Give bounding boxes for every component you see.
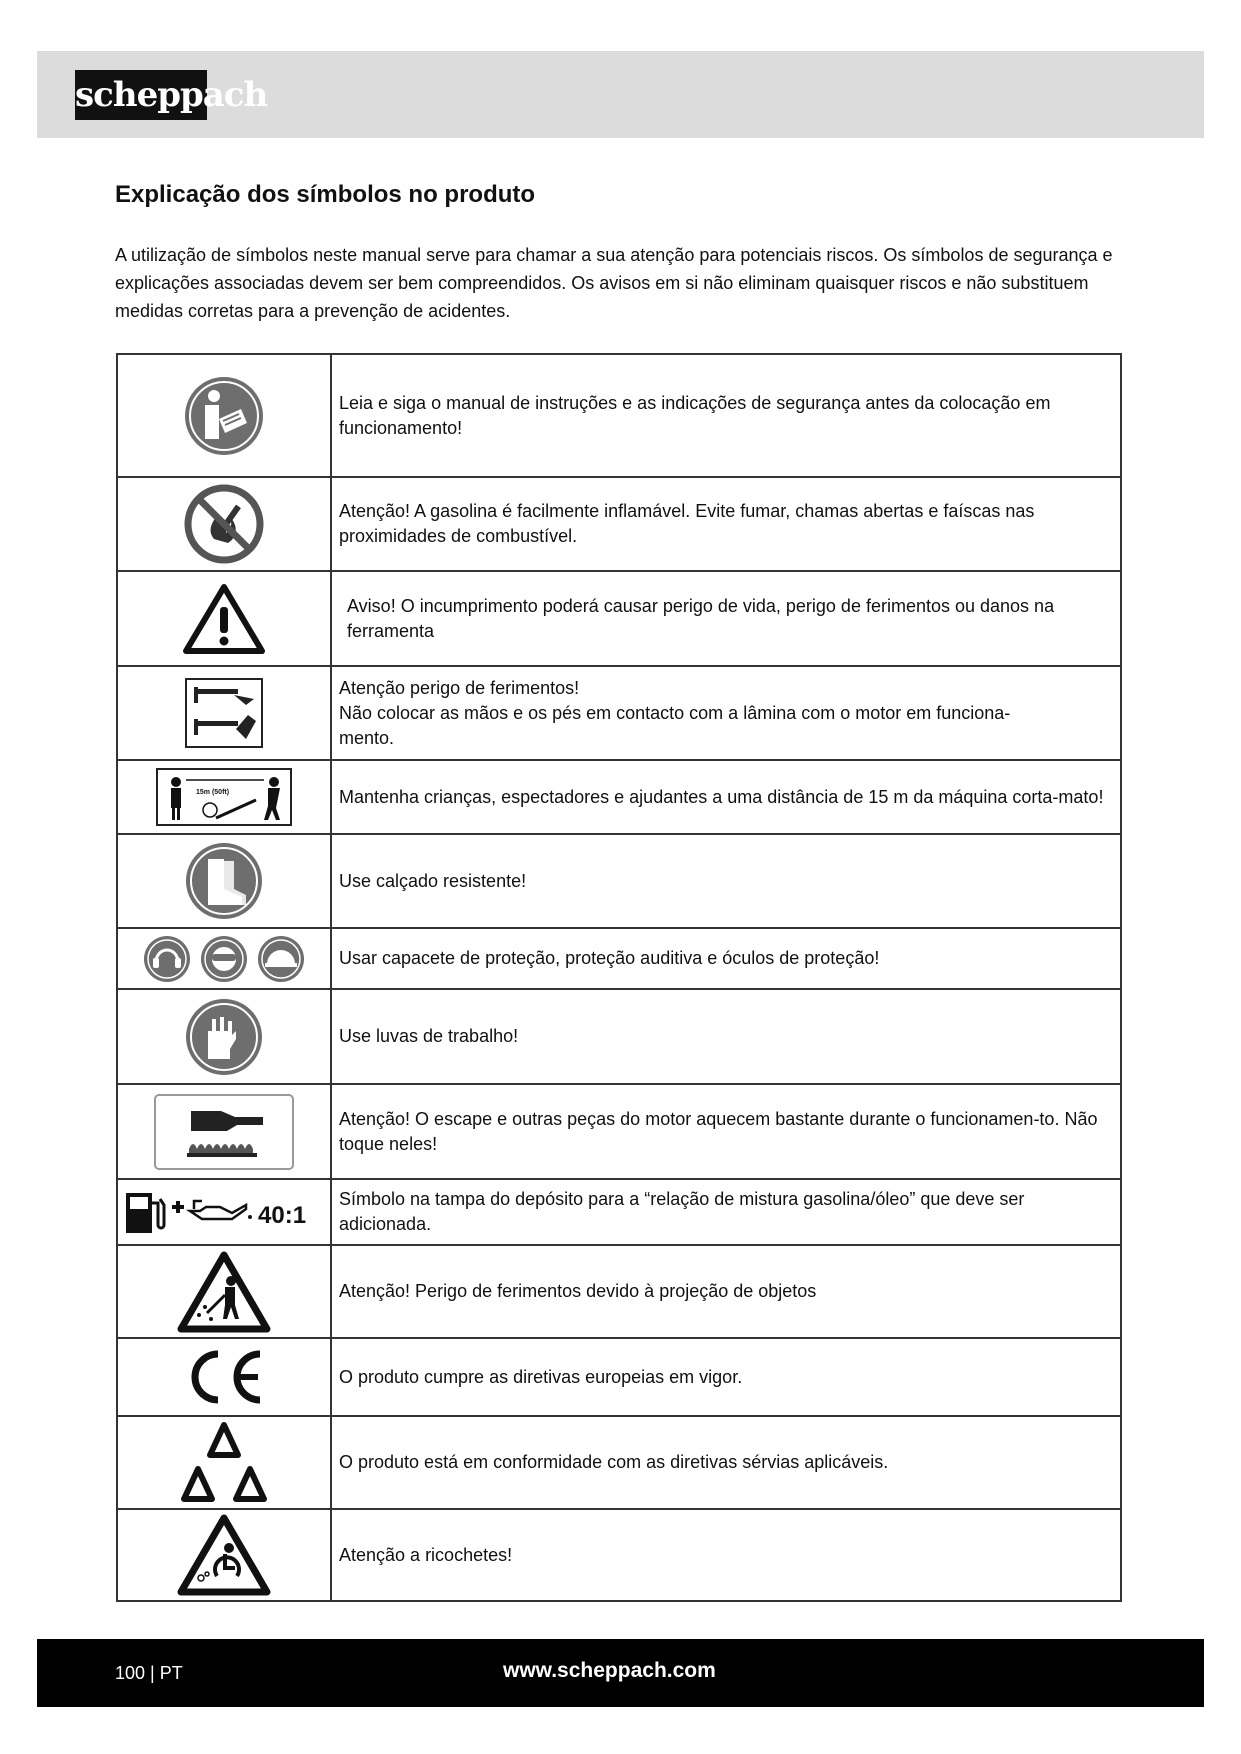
fuel-mix-icon	[118, 1180, 332, 1244]
page-header	[37, 51, 1204, 138]
ce-mark-icon	[118, 1339, 332, 1415]
table-row	[118, 1417, 1120, 1510]
row-text: Mantenha crianças, espectadores e ajudantes a uma distância de 15 m da máquina corta-mato!	[339, 786, 1104, 807]
table-row	[118, 1180, 1120, 1246]
row-text: Símbolo na tampa do depósito para a “relação de mistura gasolina/óleo” que deve ser adicionada.	[339, 1189, 1025, 1234]
table-row	[118, 1085, 1120, 1180]
distance-15m-icon	[118, 761, 332, 833]
row-text-line: Atenção perigo de ferimentos!	[339, 677, 580, 698]
row-text: Use luvas de trabalho!	[339, 1026, 519, 1046]
read-manual-icon	[118, 355, 332, 476]
table-row	[118, 572, 1120, 667]
table-row	[118, 835, 1120, 929]
distance-label: 15m (50ft)	[196, 789, 230, 796]
table-row	[118, 761, 1120, 835]
table-row	[118, 478, 1120, 572]
row-text: O produto está em conformidade com as diretivas sérvias aplicáveis.	[339, 1452, 889, 1472]
table-row	[118, 667, 1120, 761]
page-number: 100 | PT	[115, 1663, 183, 1683]
row-text: Aviso! O incumprimento poderá causar perigo de vida, perigo de ferimentos ou danos na ferramenta	[347, 595, 1055, 641]
website-link[interactable]: www.scheppach.com	[503, 1659, 716, 1682]
intro-paragraph: A utilização de símbolos neste manual serve para chamar a sua atenção para potenciais riscos. Os símbolos de segurança e explicações associadas devem ser bem compreendidos. Os avisos em si não eliminam quaisquer riscos e não substituem medidas corretas para a prevenção de acidentes.	[115, 245, 1113, 321]
safety-boots-icon	[118, 835, 332, 927]
gloves-icon	[118, 990, 332, 1083]
mix-ratio-label: 40:1	[258, 1202, 307, 1229]
row-text: Atenção a ricochetes!	[339, 1544, 513, 1565]
row-text: Usar capacete de proteção, proteção auditiva e óculos de proteção!	[339, 948, 880, 968]
table-row	[118, 1246, 1120, 1339]
table-row	[118, 355, 1120, 478]
row-text: O produto cumpre as diretivas europeias em vigor.	[339, 1366, 743, 1387]
table-row	[118, 1510, 1120, 1600]
row-text-line: mento.	[339, 727, 395, 748]
thrown-objects-icon	[118, 1246, 332, 1337]
row-text-line: Não colocar as mãos e os pés em contacto com a lâmina com o motor em funciona-	[339, 702, 1011, 723]
row-text: Atenção! A gasolina é facilmente inflamável. Evite fumar, chamas abertas e faíscas nas proximidades de combustível.	[339, 501, 1035, 546]
warning-icon	[118, 572, 332, 665]
blade-hand-foot-icon	[118, 667, 332, 759]
row-text: Leia e siga o manual de instruções e as indicações de segurança antes da colocação em funcionamento!	[339, 392, 1051, 438]
row-text: Atenção! O escape e outras peças do motor aquecem bastante durante o funcionamen-to. Não toque neles!	[339, 1108, 1098, 1154]
symbols-table	[116, 353, 1122, 1602]
ricochet-icon	[118, 1510, 332, 1600]
ear-eye-head-protection-icon	[118, 929, 332, 988]
row-text: Atenção! Perigo de ferimentos devido à projeção de objetos	[339, 1281, 817, 1301]
table-row	[118, 990, 1120, 1085]
page-title: Explicação dos símbolos no produto	[115, 181, 536, 208]
table-row	[118, 929, 1120, 990]
hot-surface-icon	[118, 1085, 332, 1178]
no-fire-icon	[118, 478, 332, 570]
table-row	[118, 1339, 1120, 1417]
scheppach-logo: scheppach	[75, 70, 207, 120]
row-text: Use calçado resistente!	[339, 870, 527, 891]
serbian-conformity-icon	[118, 1417, 332, 1508]
page-footer	[37, 1639, 1204, 1707]
